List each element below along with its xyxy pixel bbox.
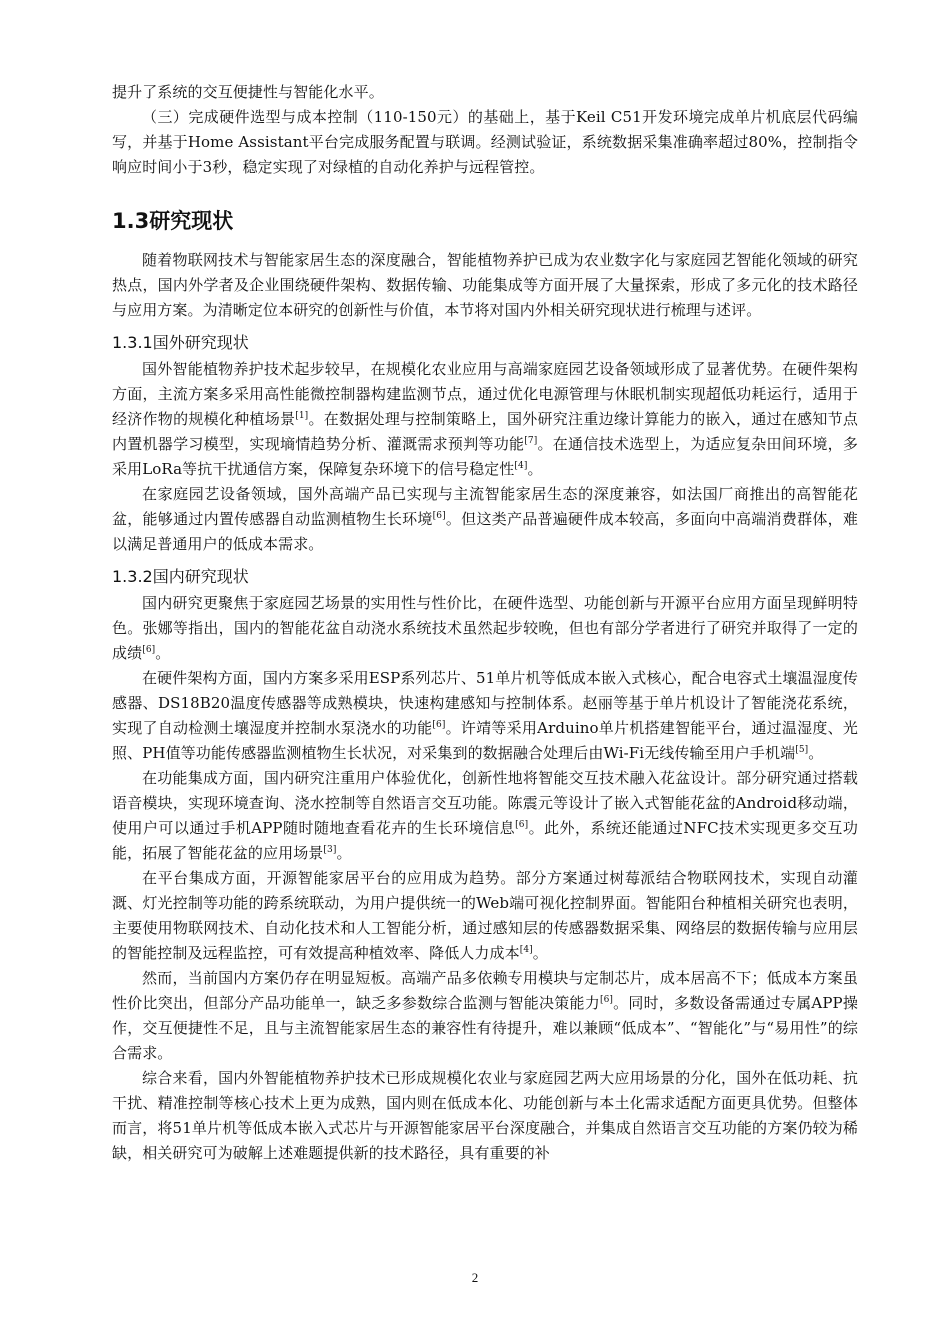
citation: [7]	[524, 436, 538, 446]
body-paragraph	[112, 357, 858, 482]
body-paragraph: 随着物联网技术与智能家居生态的深度融合，智能植物养护已成为农业数字化与家庭园艺智能化领域的研究热点，国内外学者及企业围绕硬件架构、数据传输、功能集成等方面开展了大量探索，形成了多元化的技术路径与应用方案。为清晰定位本研究的创新性与价值，本节将对国内外相关研究现状进行梳理与述评。	[112, 251, 858, 319]
page-number: 2	[471, 1270, 479, 1285]
text-run: 。	[808, 744, 824, 762]
body-paragraph	[112, 482, 858, 557]
text-run: 。	[336, 844, 352, 862]
text-run: 。	[155, 644, 171, 662]
citation: [6]	[599, 995, 614, 1005]
section-heading: 1.3研究现状	[112, 209, 234, 233]
citation: [3]	[323, 845, 337, 855]
body-paragraph: 综合来看，国内外智能植物养护技术已形成规模化农业与家庭园艺两大应用场景的分化，国外在低功耗、抗干扰、精准控制等核心技术上更为成熟，国内则在低成本化、功能创新与本土化需求适配方面更具优势。但整体而言，将51单片机等低成本嵌入式芯片与开源智能家居平台深度融合，并集成自然语言交互功能的方案仍较为稀缺，相关研究可为破解上述难题提供新的技术路径，具有重要的补	[112, 1069, 858, 1162]
text-run: 国外智能植物养护技术起步较早，在规模化农业应用与高端家庭园艺设备领域形成了显著优势。在硬件架构方面，主流方案多采用高性能微控制器构建监测节点，通过优化电源管理与休眠机制实现超低功耗运行，适用于经济作物的规模化种植场景	[112, 360, 858, 428]
text-run: 然而，当前国内方案仍存在明显短板。高端产品多依赖专用模块与定制芯片，成本居高不下；低成本方案虽性价比突出，但部分产品功能单一，缺乏多参数综合监测与智能决策能力	[112, 969, 858, 1012]
text-run: 。在通信技术选型上，为适应复杂田间环境，多采用LoRa等抗干扰通信方案，保障复杂环境下的信号稳定性	[112, 435, 859, 478]
body-paragraph	[112, 866, 858, 966]
citation: [5]	[795, 745, 809, 755]
body-paragraph	[112, 966, 858, 1066]
text-run: 。	[532, 944, 548, 962]
citation: [6]	[515, 820, 529, 830]
citation: [6]	[142, 645, 156, 655]
body-paragraph	[112, 591, 858, 666]
citation: [6]	[432, 720, 446, 730]
citation: [4]	[514, 461, 528, 471]
text-run: 在家庭园艺设备领域，国外高端产品已实现与主流智能家居生态的深度兼容，如法国厂商推出的高智能花盆，能够通过内置传感器自动监测植物生长环境	[112, 485, 858, 528]
subsection-heading: 1.3.2国内研究现状	[112, 567, 249, 586]
body-paragraph: （三）完成硬件选型与成本控制（110-150元）的基础上，基于Keil C51开发环境完成单片机底层代码编写，并基于Home Assistant平台完成服务配置与联调。经测试验证，系统数据采集准确率超过80%，控制指令响应时间小于3秒，稳定实现了对绿植的自动化养护与远程管控。	[112, 108, 858, 176]
text-run: 。	[527, 460, 543, 478]
text-run: 。同时，多数设备需通过专属APP操作，交互便捷性不足，且与主流智能家居生态的兼容性有待提升，难以兼顾“低成本”、“智能化”与“易用性”的综合需求。	[112, 994, 858, 1062]
document-page	[112, 80, 858, 1166]
text-run: 在硬件架构方面，国内方案多采用ESP系列芯片、51单片机等低成本嵌入式核心，配合电容式土壤温湿度传感器、DS18B20温度传感器等成熟模块，快速构建感知与控制体系。赵丽等基于单片机设计了智能浇花系统，实现了自动检测土壤湿度并控制水泵浇水的功能	[112, 669, 858, 737]
citation: [6]	[432, 511, 446, 521]
text-run: 。在数据处理与控制策略上，国外研究注重边缘计算能力的嵌入，通过在感知节点内置机器学习模型，实现墒情趋势分析、灌溉需求预判等功能	[112, 410, 858, 453]
citation: [4]	[519, 945, 533, 955]
text-run: 在平台集成方面，开源智能家居平台的应用成为趋势。部分方案通过树莓派结合物联网技术，实现自动灌溉、灯光控制等功能的跨系统联动，为用户提供统一的Web端可视化控制界面。智能阳台种植相关研究也表明，主要使用物联网技术、自动化技术和人工智能分析，通过感知层的传感器数据采集、网络层的数据传输与应用层的智能控制及远程监控，可有效提高种植效率、降低人力成本	[112, 869, 858, 962]
text-run: 在功能集成方面，国内研究注重用户体验优化，创新性地将智能交互技术融入花盆设计。部分研究通过搭载语音模块，实现环境查询、浇水控制等自然语言交互功能。陈震元等设计了嵌入式智能花盆的Android移动端，使用户可以通过手机APP随时随地查看花卉的生长环境信息	[112, 769, 858, 837]
body-paragraph: 提升了系统的交互便捷性与智能化水平。	[112, 83, 384, 101]
text-run: 。许靖等采用Arduino单片机搭建智能平台，通过温湿度、光照、PH值等功能传感器监测植物生长状况，对采集到的数据融合处理后由Wi-Fi无线传输至用户手机端	[112, 719, 858, 762]
citation: [1]	[295, 411, 309, 421]
body-paragraph	[112, 666, 858, 766]
subsection-heading: 1.3.1国外研究现状	[112, 333, 249, 352]
text-run: 。但这类产品普遍硬件成本较高，多面向中高端消费群体，难以满足普通用户的低成本需求。	[112, 510, 859, 553]
body-paragraph	[112, 766, 858, 866]
text-run: 国内研究更聚焦于家庭园艺场景的实用性与性价比，在硬件选型、功能创新与开源平台应用方面呈现鲜明特色。张娜等指出，国内的智能花盆自动浇水系统技术虽然起步较晚，但也有部分学者进行了研究并取得了一定的成绩	[112, 594, 858, 662]
text-run: 。此外，系统还能通过NFC技术实现更多交互功能，拓展了智能花盆的应用场景	[112, 819, 858, 862]
